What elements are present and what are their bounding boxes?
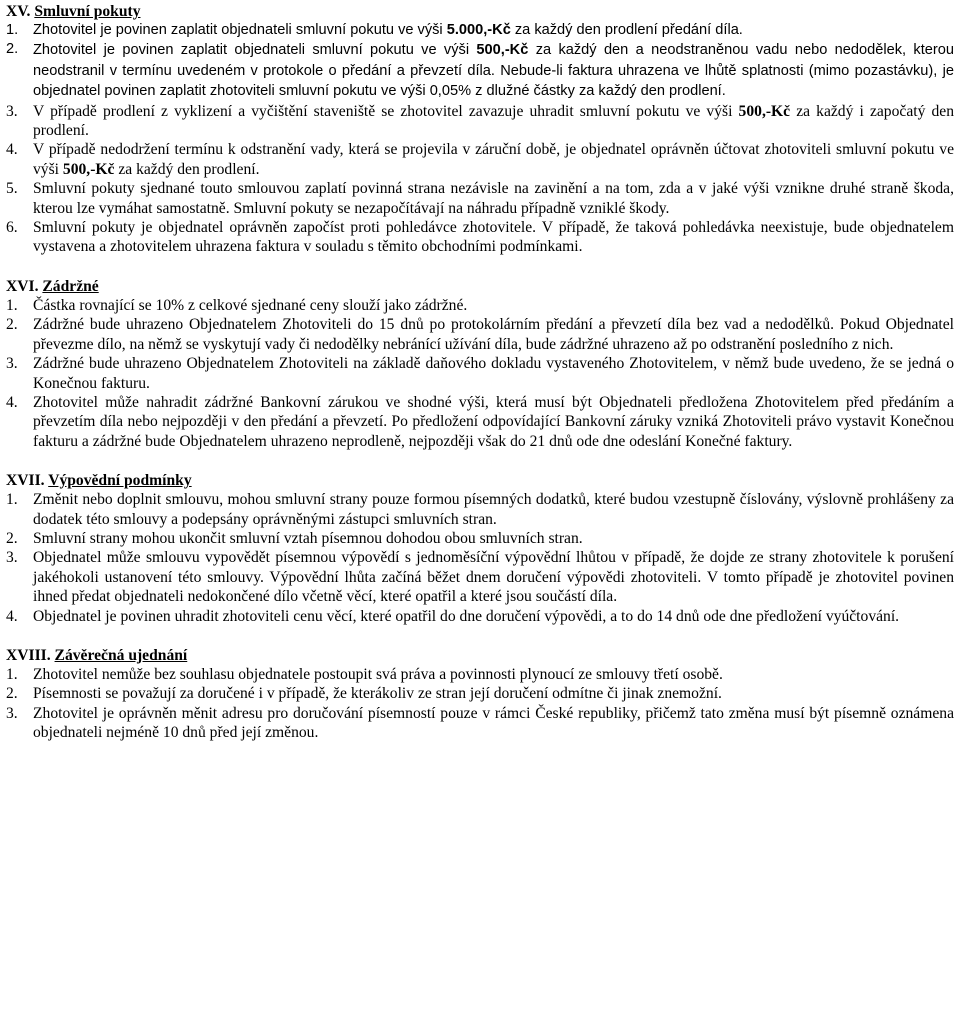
section-heading	[6, 646, 954, 665]
list-item	[6, 21, 954, 40]
item-number: 4.	[6, 393, 18, 411]
item-number: 3.	[6, 102, 18, 120]
item-text	[33, 40, 954, 101]
section-zaverecna-ujednani	[6, 626, 954, 743]
item-number: 4.	[6, 607, 18, 625]
item-text: Změnit nebo doplnit smlouvu, mohou smluvní strany pouze formou písemných dodatků, které budou vzestupně číslovány, výslovně prohlášeny za dodatek této smlouvy a podepsány oprávněnými zástupci smluvních stran.	[33, 491, 954, 528]
item-text-part: V případě nedodržení termínu k odstranění vady, která se projevila v záruční době, je objednatel oprávněn účtovat zhotoviteli smluvní pokutu ve výši	[33, 141, 954, 178]
item-text: Objednatel je povinen uhradit zhotoviteli cenu věcí, které opatřil do dne doručení výpovědi, a to do 14 dnů ode dne předložení vyúčtování.	[33, 607, 900, 625]
list-item	[6, 529, 954, 548]
item-amount: 500,-Kč	[738, 102, 791, 120]
item-text	[33, 102, 954, 141]
list-item	[6, 684, 954, 703]
item-text: Zádržné bude uhrazeno Objednatelem Zhotoviteli do 15 dnů po protokolárním předání a převzetí díla bez vad a nedodělků. Pokud Objednatel převezme dílo, na němž se vyskytují vady či nedodělky nebránící užívání díla, bude zádržné uhrazeno až po odstranění posledního z nich.	[33, 316, 954, 353]
section-title: Výpovědní podmínky	[48, 472, 192, 490]
item-number: 2.	[6, 685, 18, 703]
item-number: 2.	[6, 316, 18, 334]
item-text: Zhotovitel může nahradit zádržné Bankovní zárukou ve shodné výši, která musí být Objednateli předložena Zhotovitelem před předáním a převzetím díla nebo nejpozději v den předání a převzetí. Po předložení odpovídající Bankovní záruky vzniká Zhotoviteli právo vystavit Konečnou fakturu a zádržné bude Objednatelem uhrazeno neprodleně, nejpozději však do 21 dnů ode dne odeslání Konečné faktury.	[33, 393, 954, 450]
section-number: XVII.	[6, 472, 45, 490]
item-number: 3.	[6, 549, 18, 567]
section-heading	[6, 277, 954, 296]
section-title: Smluvní pokuty	[34, 3, 141, 20]
section-number: XVI.	[6, 277, 39, 295]
item-number: 1.	[6, 22, 19, 38]
item-text-part: za každý i započatý den prodlení.	[33, 102, 954, 140]
item-number: 5.	[6, 180, 18, 198]
item-text-part: za každý den a neodstraněnou vadu nebo nedodělek, kterou neodstranil v termínu uvedeném v protokole o předání a převzetí díla.	[33, 42, 954, 79]
section-zadrzne	[6, 257, 954, 451]
list-item	[6, 40, 954, 101]
item-text: Objednatel může smlouvu vypovědět písemnou výpovědí s jednoměsíční výpovědní lhůtou v případě, že dojde ze strany zhotovitele k porušení jakéhokoli ustanovení této smlouvy. Výpovědní lhůta začíná běžet dnem doručení výpovědi zhotoviteli. V tomto případě je zhotovitel povinen ihned předat objednateli nedokončené dílo včetně věcí, které opatřil a které jsou součástí díla.	[33, 549, 954, 606]
item-text-part: V případě prodlení z vyklizení a vyčištění staveniště se zhotovitel zavazuje uhradit smluvní pokutu ve výši	[33, 102, 739, 120]
item-amount: 500,-Kč	[476, 42, 529, 59]
list-item	[6, 548, 954, 606]
item-text: Částka rovnající se 10% z celkové sjednané ceny slouží jako zádržné.	[33, 296, 468, 314]
list-item	[6, 393, 954, 451]
item-text: Smluvní pokuty sjednané touto smlouvou zaplatí povinná strana nezávisle na zavinění a na tom, zda a v jaké výši vznikne druhé straně škoda, kterou lze vymáhat samostatně. Smluvní pokuty se nezapočítávají na náhradu případně vzniklé škody.	[33, 180, 954, 217]
item-number: 6.	[6, 219, 18, 237]
section-number: XVIII.	[6, 646, 51, 664]
section-heading	[6, 471, 954, 490]
item-number: 2.	[6, 529, 18, 547]
list-item	[6, 607, 954, 626]
item-number: 1.	[6, 491, 18, 509]
item-text: Zhotovitel nemůže bez souhlasu objednatele postoupit svá práva a povinnosti plynoucí ze smlouvy třetí osobě.	[33, 665, 723, 683]
item-text-part: za každý den prodlení.	[114, 160, 260, 178]
item-text: Písemnosti se považují za doručené i v případě, že kterákoliv ze stran její doručení odmítne či jinak znemožní.	[33, 685, 722, 703]
item-text: Smluvní strany mohou ukončit smluvní vztah písemnou dohodou obou smluvních stran.	[33, 529, 583, 547]
list-item	[6, 354, 954, 393]
list-item	[6, 140, 954, 179]
list-item	[6, 665, 954, 684]
section-title: Zádržné	[42, 277, 99, 295]
list-item	[6, 490, 954, 529]
item-text-part: za každý den prodlení předání díla.	[510, 22, 743, 38]
list-item	[6, 296, 954, 315]
item-number: 1.	[6, 296, 18, 314]
list-item	[6, 102, 954, 141]
item-text-part: Zhotovitel je povinen zaplatit objednateli smluvní pokutu ve výši	[33, 22, 447, 38]
item-number: 4.	[6, 141, 18, 159]
list-item	[6, 315, 954, 354]
item-amount: 5.000,-Kč	[446, 22, 511, 38]
item-text-part: Zhotovitel je povinen zaplatit objednateli smluvní pokutu ve výši	[33, 42, 477, 59]
section-number: XV.	[6, 3, 31, 20]
item-amount: 500,-Kč	[62, 160, 115, 178]
section-title: Závěrečná ujednání	[54, 646, 188, 664]
item-text: Zhotovitel je oprávněn měnit adresu pro doručování písemností pouze v rámci České republiky, přičemž tato změna musí být písemně oznámena objednateli nejméně 10 dnů před její změnou.	[33, 704, 954, 742]
item-number: 1.	[6, 665, 18, 683]
item-number: 2.	[6, 41, 19, 58]
section-vypovedni-podminky	[6, 451, 954, 626]
list-item	[6, 179, 954, 218]
item-text: Smluvní pokuty je objednatel oprávněn započíst proti pohledávce zhotovitele. V případě, že taková pohledávka neexistuje, bude objednatelem vystavena a zhotovitelem uhrazena faktura v souladu s těmito obchodními podmínkami.	[33, 219, 954, 256]
section-heading	[6, 2, 954, 21]
item-number: 3.	[6, 704, 18, 722]
list-item	[6, 218, 954, 257]
item-number: 3.	[6, 355, 18, 373]
item-text	[33, 140, 954, 179]
list-item	[6, 704, 954, 743]
item-text-part: Nebude-li faktura uhrazena ve lhůtě splatnosti (mimo pozastávku), je objednatel povinen zaplatit zhotoviteli smluvní pokutu ve výši 0,05% z dlužné částky za každý den prodlení.	[33, 62, 954, 100]
item-text: Zádržné bude uhrazeno Objednatelem Zhotoviteli na základě daňového dokladu vystaveného Zhotovitelem, v němž bude uvedeno, že se jedná o Konečnou fakturu.	[33, 355, 954, 392]
section-smluvni-pokuty	[6, 0, 954, 257]
item-text	[33, 21, 954, 40]
